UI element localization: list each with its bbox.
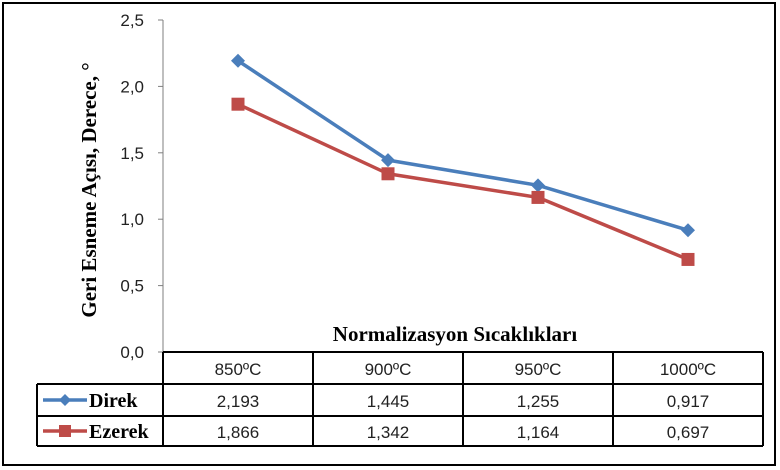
category-label: 1000ºC bbox=[659, 360, 717, 379]
table-cell-value: 0,697 bbox=[666, 423, 710, 442]
data-point-direk bbox=[681, 223, 695, 237]
data-point-ezerek bbox=[382, 167, 395, 180]
y-tick-label: 1,0 bbox=[120, 210, 144, 230]
table-cell-value: 0,917 bbox=[666, 392, 710, 411]
category-label: 850ºC bbox=[214, 360, 262, 379]
y-axis-label: Geri Esneme Açısı, Derece, ° bbox=[77, 62, 101, 318]
table-cell-value: 1,866 bbox=[216, 423, 260, 442]
category-label: 900ºC bbox=[364, 360, 412, 379]
y-tick-label: 2,5 bbox=[120, 11, 144, 30]
series-line-ezerek bbox=[238, 104, 688, 259]
legend-key-marker bbox=[59, 394, 71, 406]
legend-key-marker bbox=[59, 425, 71, 437]
series-layer bbox=[231, 54, 695, 266]
y-tick-label: 0,5 bbox=[120, 276, 144, 296]
table-cell-value: 1,445 bbox=[366, 392, 410, 411]
series-line-direk bbox=[238, 61, 688, 230]
legend-label-ezerek: Ezerek bbox=[89, 421, 149, 443]
category-label: 950ºC bbox=[514, 360, 562, 379]
table-cell-value: 2,193 bbox=[216, 392, 260, 411]
y-tick-label: 0,0 bbox=[120, 343, 144, 362]
data-point-ezerek bbox=[232, 98, 245, 111]
table-cell-value: 1,255 bbox=[516, 392, 560, 411]
y-tick-label: 2,0 bbox=[120, 77, 144, 97]
axes bbox=[120, 11, 163, 362]
table-cell-value: 1,342 bbox=[366, 423, 410, 442]
x-axis-label: Normalizasyon Sıcaklıkları bbox=[332, 322, 578, 346]
data-table bbox=[37, 352, 763, 446]
data-point-direk bbox=[531, 178, 545, 192]
data-point-ezerek bbox=[682, 253, 695, 266]
table-cell-value: 1,164 bbox=[516, 423, 560, 442]
y-tick-label: 1,5 bbox=[120, 143, 144, 163]
legend-label-direk: Direk bbox=[89, 390, 138, 412]
data-point-ezerek bbox=[532, 191, 545, 204]
